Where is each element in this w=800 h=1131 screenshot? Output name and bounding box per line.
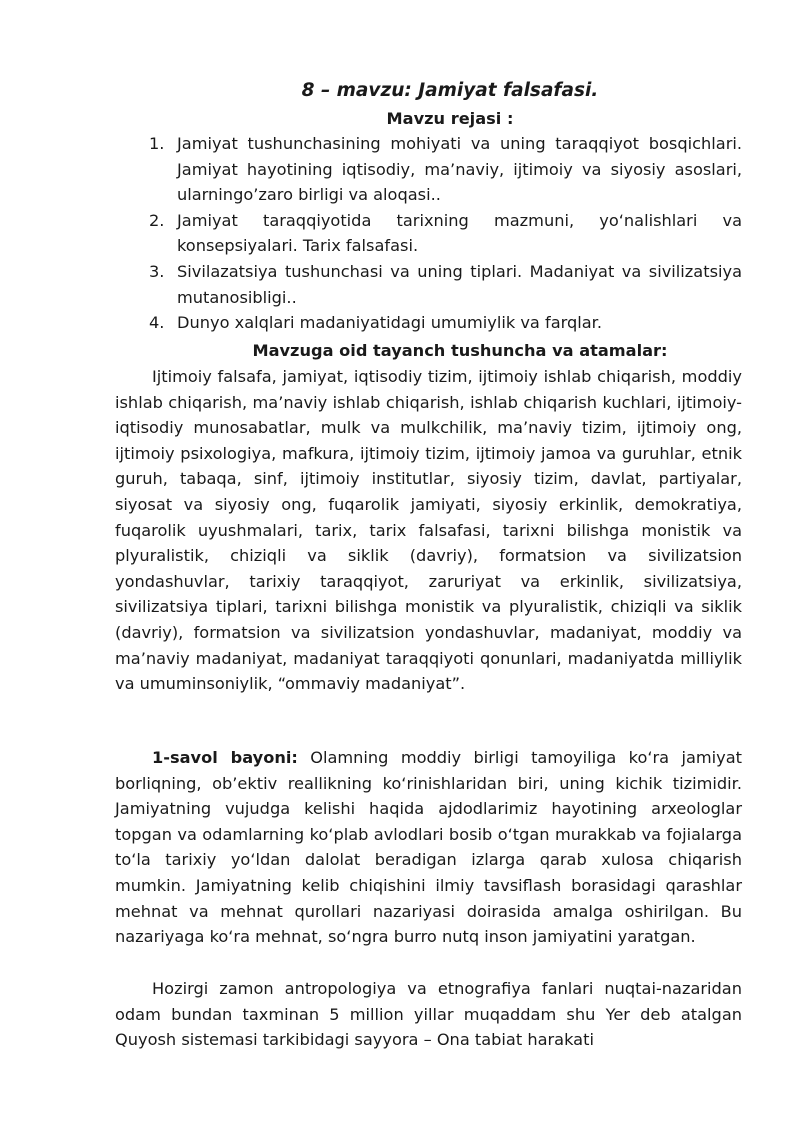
plan-item-text: Jamiyat taraqqiyotida tarixning mazmuni, yo‘nalishlari va konsepsiyalari. Tarix falsafasi. — [177, 210, 742, 256]
terms-paragraph: Ijtimoiy falsafa, jamiyat, iqtisodiy tizim, ijtimoiy ishlab chiqarish, moddiy ishlab chiqarish, ma’naviy ishlab chiqarish, ishlab chiqarish kuchlari, ijtimoiy-iqtisodiy munosabatlar, mulk va mulkchilik, ma’naviy tizim, ijtimoiy ong, ijtimoiy psixologiya, mafkura, ijtimoiy tizim, ijtimoiy jamoa va guruhlar, etnik guruh, tabaqa, sinf, ijtimoiy institutlar, siyosiy tizim, davlat, partiyalar, siyosat va siyosiy ong, fuqarolik jamiyati, siyosiy erkinlik, demokratiya, fuqarolik uyushmalari, tarix, tarix falsafasi, tarixni bilishga monistik va plyuralistik, chiziqli va siklik (davriy), formatsion va sivilizatsion yondashuvlar, tarixiy taraqqiyot, zaruriyat va erkinlik, sivilizatsiya, sivilizatsiya tiplari, tarixni bilishga monistik va plyuralistik, chiziqli va siklik (davriy), formatsion va sivilizatsion yondashuvlar, madaniyat, moddiy va ma’naviy madaniyat, madaniyat taraqqiyoti qonunlari, madaniyatda milliylik va umuminsoniylik, “ommaviy madaniyat”. — [115, 367, 742, 694]
plan-item-text: Sivilazatsiya tushunchasi va uning tiplari. Madaniyat va sivilizatsiya mutanosibligi.. — [177, 261, 742, 307]
plan-item-number: 3. — [149, 261, 165, 281]
plan-item — [149, 208, 742, 259]
plan-item-number: 2. — [149, 210, 165, 230]
plan-item-number: 1. — [149, 134, 165, 153]
question-1-lead: 1-savol bayoni: — [152, 748, 298, 767]
plan-heading: Mavzu rejasi : — [386, 109, 514, 128]
plan-list — [149, 131, 742, 336]
plan-item — [149, 310, 742, 336]
question-1-paragraph-2: Hozirgi zamon antropologiya va etnografiya fanlari nuqtai-nazaridan odam bundan taxminan 5 million yillar muqaddam shu Yer deb atalgan Quyosh sistemasi tarkibidagi sayyora – Ona tabiat harakati — [115, 979, 742, 1050]
plan-item-text: Jamiyat tushunchasining mohiyati va uning taraqqiyot bosqichlari. Jamiyat hayotining iqtisodiy, ma’naviy, ijtimoiy va siyosiy asoslari, ularningo’zaro birligi va aloqasi.. — [177, 134, 742, 205]
plan-item-number: 4. — [149, 313, 165, 333]
plan-item — [149, 131, 742, 208]
plan-item-text: Dunyo xalqlari madaniyatidagi umumiylik va farqlar. — [177, 313, 602, 333]
plan-item — [149, 259, 742, 310]
question-1-paragraph — [115, 745, 742, 950]
terms-heading: Mavzuga oid tayanch tushuncha va atamalar: — [252, 341, 668, 360]
document-title: 8 – mavzu: Jamiyat falsafasi. — [301, 80, 599, 101]
question-1-text: Olamning moddiy birligi tamoyiliga ko‘ra jamiyat borliqning, ob’ektiv reallikning ko‘rinishlaridan biri, uning kichik tizimidir. Jamiyatning vujudga kelishi haqida ajdodlarimiz hayotining arxeologlar topgan va odamlarning ko‘plab avlodlari bosib o‘tgan murakkab va fojialarga to‘la tarixiy yo‘ldan dalolat beradigan izlarga qarab xulosa chiqarish mumkin. Jamiyatning kelib chiqishini ilmiy tavsiflash borasidagi qarashlar mehnat va mehnat qurollari nazariyasi doirasida amalga oshirilgan. Bu nazariyaga ko‘ra mehnat, so‘ngra burro nutq inson jamiyatini yaratgan. — [115, 748, 742, 947]
